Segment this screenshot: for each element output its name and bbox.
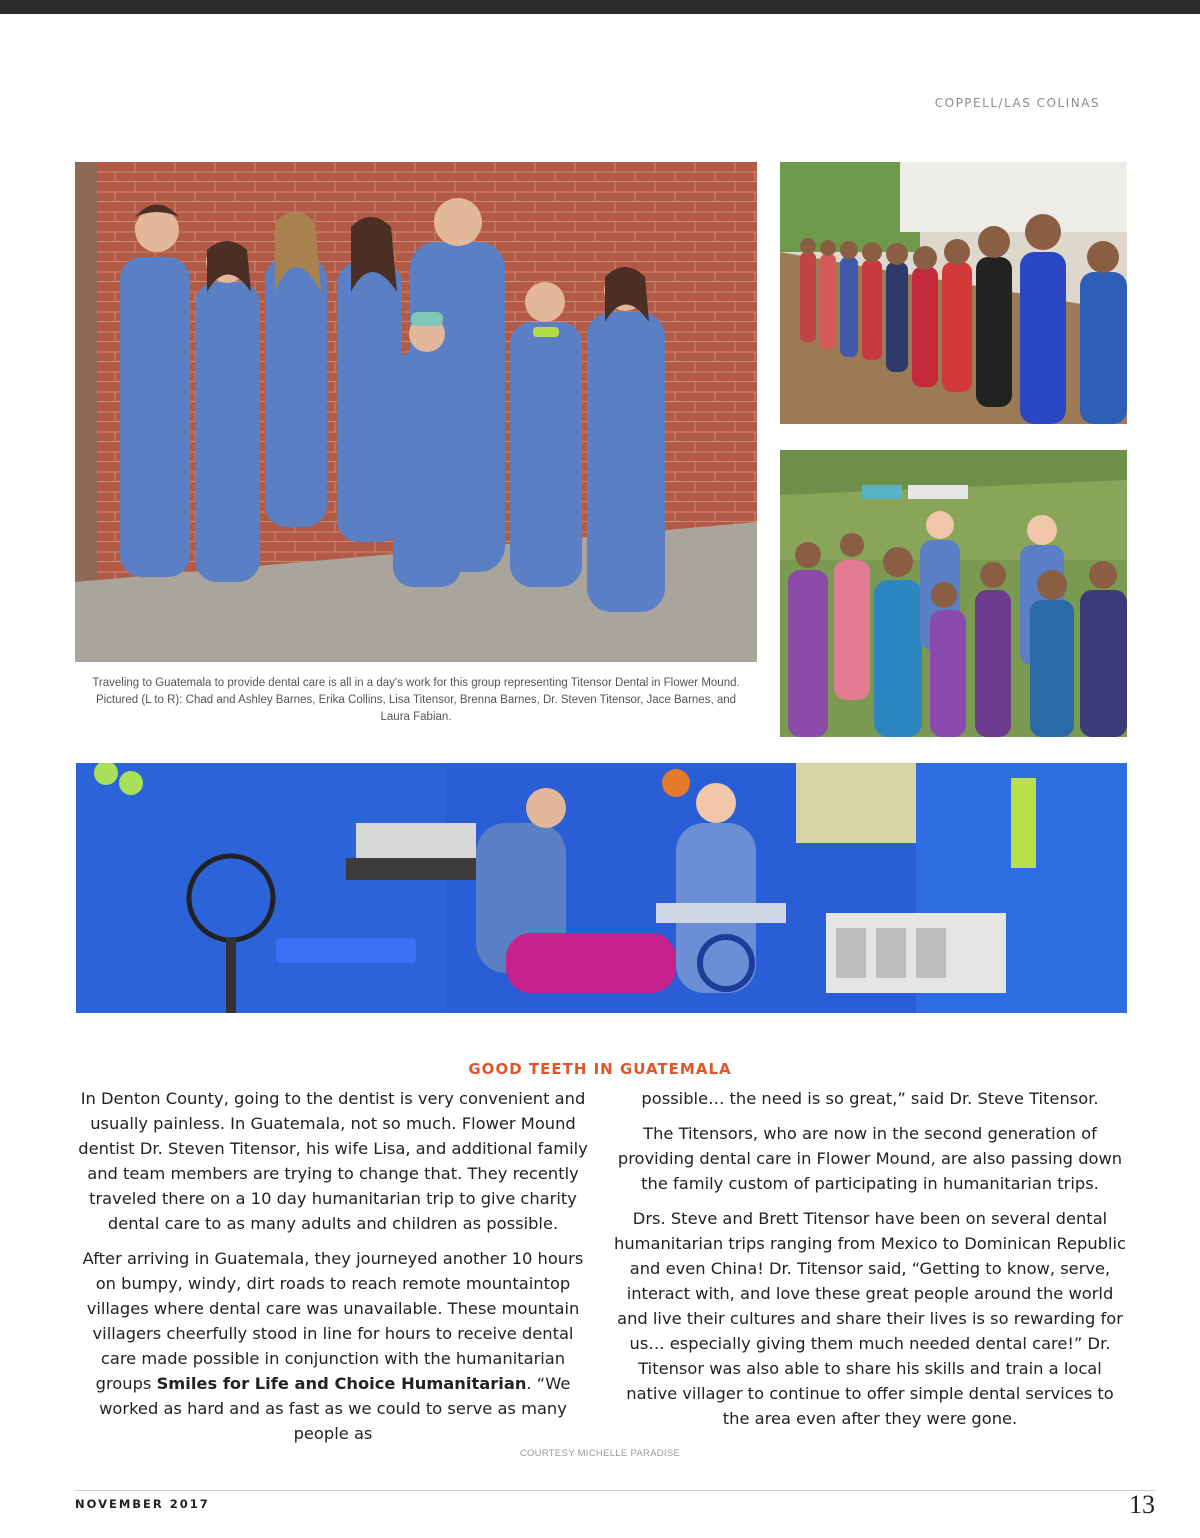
girls-field-photo	[780, 450, 1127, 737]
section-label: COPPELL/LAS COLINAS	[934, 96, 1100, 110]
top-border	[0, 0, 1200, 14]
article-paragraph-3: The Titensors, who are now in the second generation of providing dental care in Flower Mound, are also passing down the family custom of participating in humanitarian trips.	[617, 1124, 1123, 1193]
article-paragraph-2-continued: possible… the need is so great,” said Dr. Steve Titensor.	[641, 1089, 1099, 1108]
article-column-right	[612, 1086, 1128, 1441]
kids-line-photo	[780, 162, 1127, 424]
p2-text-end: . “We worked as hard and as fast as we could to serve as many people as	[99, 1374, 571, 1443]
article-paragraph-4: Drs. Steve and Brett Titensor have been on several dental humanitarian trips ranging from Mexico to Dominican Republic and even China! Dr. Titensor said, “Getting to know, serve, interact with, and love these great people around the world and live their cultures and share their lives is so rewarding for us… especially giving them much needed dental care!” Dr. Titensor was also able to share his skills and train a local native villager to continue to offer simple dental services to the area even after they were gone.	[614, 1209, 1126, 1428]
humanitarian-groups-name: Smiles for Life and Choice Humanitarian	[156, 1374, 527, 1393]
article-paragraph-2	[78, 1246, 588, 1446]
team-photo	[75, 162, 757, 662]
footer-divider	[75, 1490, 1155, 1491]
article-headline: GOOD TEETH IN GUATEMALA	[468, 1060, 732, 1078]
article-paragraph-1: In Denton County, going to the dentist is very convenient and usually painless. In Guatemala, not so much. Flower Mound dentist Dr. Steven Titensor, his wife Lisa, and additional family and team members are trying to change that. They recently traveled there on a 10 day humanitarian trip to give charity dental care to as many adults and children as possible.	[78, 1089, 588, 1233]
issue-date: NOVEMBER 2017	[75, 1497, 210, 1511]
clinic-photo	[76, 763, 1127, 1013]
p2-text-start: After arriving in Guatemala, they journeyed another 10 hours on bumpy, windy, dirt roads to reach remote mountaintop villages where dental care was unavailable. These mountain villagers cheerfully stood in line for hours to receive dental care made possible in conjunction with the humanitarian groups	[82, 1249, 584, 1393]
article-column-left	[78, 1086, 588, 1456]
page-number: 13	[1129, 1490, 1155, 1519]
photo-caption: Traveling to Guatemala to provide dental care is all in a day's work for this group representing Titensor Dental in Flower Mound. Pictured (L to R): Chad and Ashley Barnes, Erika Collins, Lisa Titensor, Brenna Barnes, Dr. Steven Titensor, Jace Barnes, and Laura Fabian.	[92, 677, 740, 723]
photo-credit: COURTESY MICHELLE PARADISE	[519, 1448, 681, 1459]
